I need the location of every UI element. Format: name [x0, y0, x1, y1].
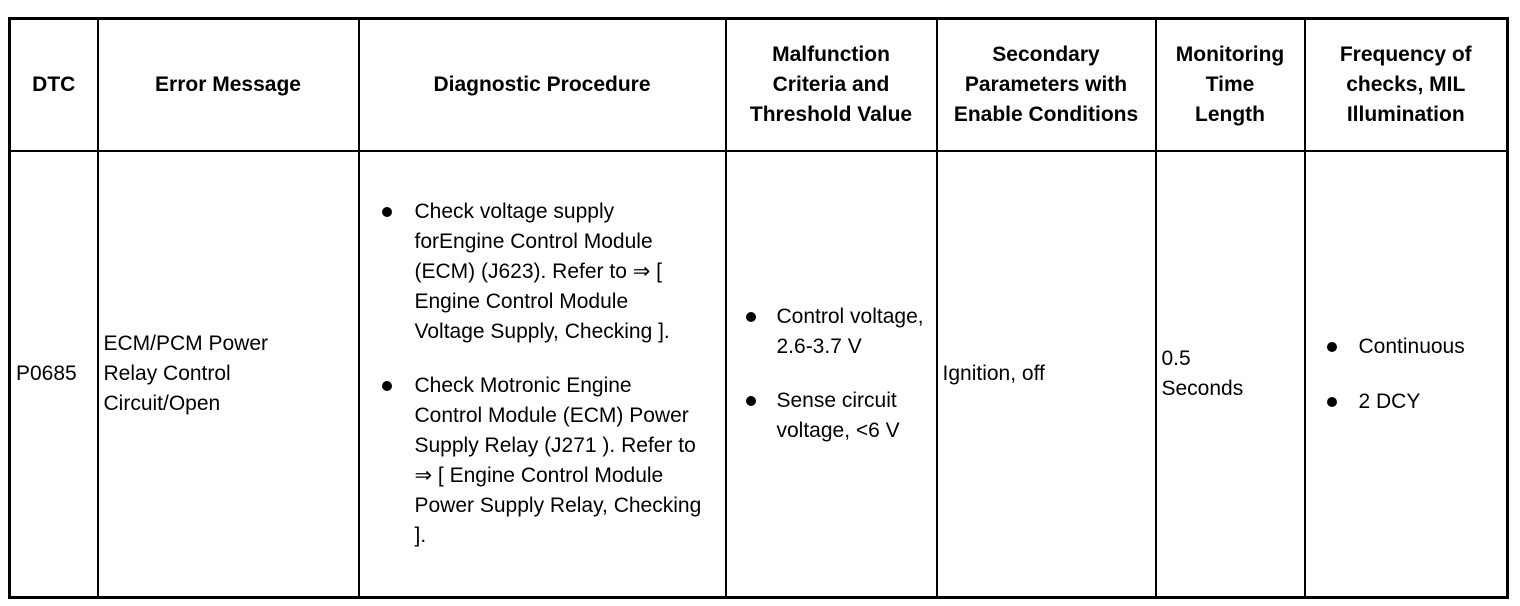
header-error-message: Error Message [98, 19, 359, 152]
secondary-parameters: Ignition, off [937, 151, 1156, 598]
criteria-item-2: Sense circuit voltage, <6 V [776, 389, 900, 442]
bullet-icon [1327, 342, 1337, 352]
bullet-icon [1327, 397, 1337, 407]
header-dtc: DTC [10, 19, 98, 152]
header-row [10, 19, 1508, 152]
bullet-icon [382, 381, 392, 391]
header-monitoring-time: Monitoring Time Length [1156, 19, 1305, 152]
bullet-icon [746, 312, 756, 322]
frequency-item-1: Continuous [1358, 334, 1465, 358]
criteria-list [732, 302, 931, 446]
frequency-item-2: 2 DCY [1358, 389, 1421, 413]
list-item [732, 302, 931, 362]
list-item [1311, 332, 1502, 362]
header-diagnostic-procedure: Diagnostic Procedure [359, 19, 726, 152]
dtc-table [8, 17, 1509, 599]
error-message: ECM/PCM Power Relay Control Circuit/Open [98, 151, 359, 598]
criteria-item-1: Control voltage, 2.6-3.7 V [776, 305, 924, 358]
list-item [1311, 387, 1502, 417]
procedure-list [365, 197, 703, 551]
procedure-step-2: Check Motronic Engine Control Module (ECM) Power Supply Relay (J271 ). Refer to ⇒ [ Engine Control Module Power Supply Relay, Checking ]. [414, 374, 702, 547]
monitoring-time: 0.5 Seconds [1156, 151, 1305, 598]
header-malfunction-criteria: Malfunction Criteria and Threshold Value [726, 19, 937, 152]
bullet-icon [382, 207, 392, 217]
table-row [10, 151, 1508, 598]
frequency-list [1311, 332, 1502, 417]
diagnostic-procedure-cell [359, 151, 726, 598]
bullet-icon [746, 396, 756, 406]
header-frequency: Frequency of checks, MIL Illumination [1305, 19, 1508, 152]
list-item [365, 371, 703, 551]
list-item [732, 386, 931, 446]
list-item [365, 197, 703, 347]
header-secondary-parameters: Secondary Parameters with Enable Conditions [937, 19, 1156, 152]
frequency-cell [1305, 151, 1508, 598]
malfunction-criteria-cell [726, 151, 937, 598]
dtc-code: P0685 [10, 151, 98, 598]
procedure-step-1: Check voltage supply forEngine Control Module (ECM) (J623). Refer to ⇒ [ Engine Control Module Voltage Supply, Checking ]. [414, 200, 670, 343]
